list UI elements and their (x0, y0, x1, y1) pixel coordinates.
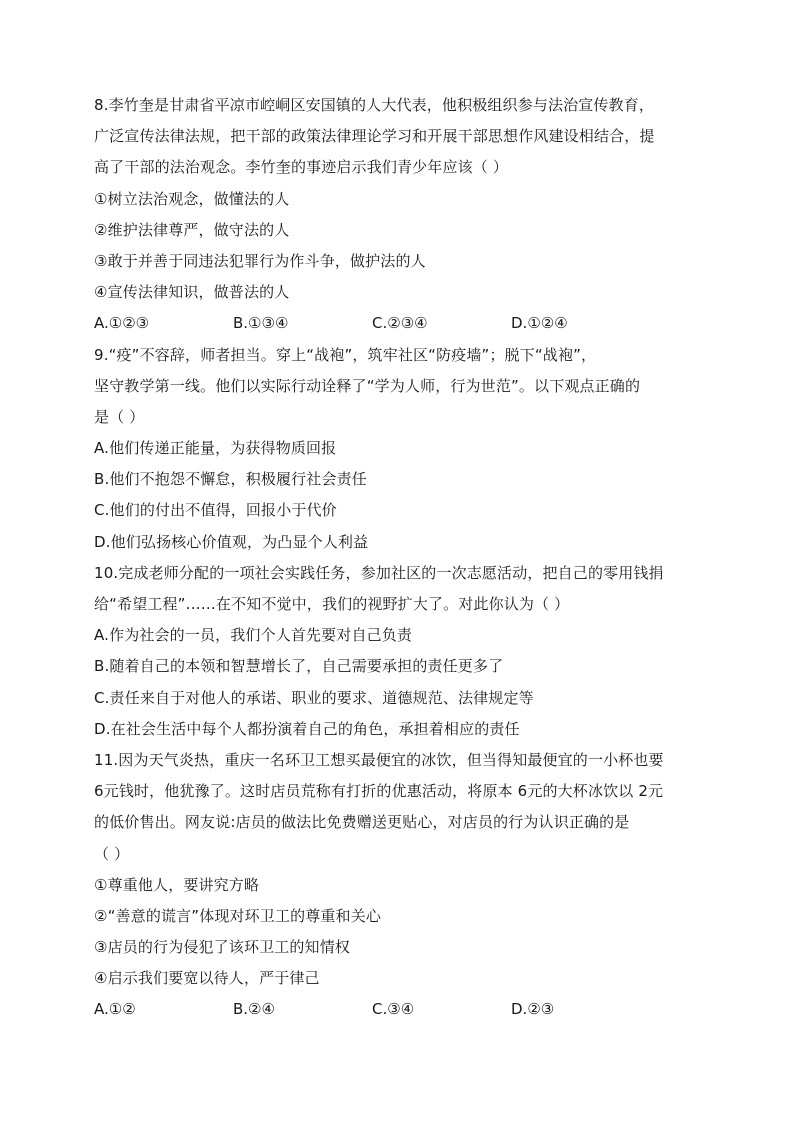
question-8-options (94, 308, 704, 339)
exam-page (94, 90, 704, 1026)
question-11-option-d: D.②③ (511, 1000, 555, 1019)
question-11-stem-line-1: 11.因为天气炎热，重庆一名环卫工想买最便宜的冰饮，但当得知最便宜的一小杯也要 (94, 750, 664, 769)
question-10-option-c: C.责任来自于对他人的承诺、职业的要求、道德规范、法律规定等 (94, 688, 534, 707)
question-8-option-b: B.①③④ (233, 314, 289, 333)
question-10-option-d: D.在社会生活中每个人都扮演着自己的角色，承担着相应的责任 (94, 719, 520, 738)
question-10-option-a: A.作为社会的一员，我们个人首先要对自己负责 (94, 626, 413, 645)
question-8-stem-line-3: 高了干部的法治观念。李竹奎的事迹启示我们青少年应该（ ） (94, 158, 508, 177)
question-11-stem-line-4: （ ） (94, 844, 130, 863)
question-9-option-a: A.他们传递正能量，为获得物质回报 (94, 439, 337, 458)
question-11-statement-3: ③店员的行为侵犯了该环卫工的知情权 (94, 938, 350, 957)
question-11-option-b: B.②④ (233, 1000, 275, 1019)
question-8-statement-3: ③敢于并善于同违法犯罪行为作斗争，做护法的人 (94, 251, 426, 270)
question-10-stem-line-2: 给“希望工程”……在不知不觉中，我们的视野扩大了。对此你认为（ ） (94, 595, 570, 613)
question-9-stem-line-1: 9.“疫”不容辞，师者担当。穿上“战袍”，筑牢社区“防疫墙”；脱下“战袍”， (94, 345, 597, 364)
question-10-stem-line-1: 10.完成老师分配的一项社会实践任务，参加社区的一次志愿活动，把自己的零用钱捐 (94, 563, 664, 582)
question-9-option-d: D.他们弘扬核心价值观，为凸显个人利益 (94, 532, 369, 551)
question-11-option-a: A.①② (94, 1000, 136, 1019)
question-8-statement-4: ④宣传法律知识，做普法的人 (94, 283, 290, 302)
question-8-stem-line-2: 广泛宣传法律法规，把干部的政策法律理论学习和开展干部思想作风建设相结合，提 (94, 127, 655, 146)
question-11-options (94, 994, 704, 1025)
question-8-statement-2: ②维护法律尊严，做守法的人 (94, 220, 290, 239)
question-10-option-b: B.随着自己的本领和智慧增长了，自己需要承担的责任更多了 (94, 657, 504, 676)
question-9-option-c: C.他们的付出不值得，回报小于代价 (94, 501, 337, 520)
question-8-statement-1: ①树立法治观念，做懂法的人 (94, 189, 290, 208)
question-8-option-d: D.①②④ (511, 314, 568, 333)
question-9-option-b: B.他们不抱怨不懈怠，积极履行社会责任 (94, 470, 367, 489)
question-9 (94, 340, 704, 558)
question-8 (94, 90, 704, 340)
question-9-stem-line-2: 坚守教学第一线。他们以实际行动诠释了“学为人师，行为世范”。以下观点正确的 (94, 376, 641, 395)
question-10 (94, 558, 704, 745)
question-11 (94, 745, 704, 1026)
question-11-stem-line-3: 的低价售出。网友说:店员的做法比免费赠送更贴心，对店员的行为认识正确的是 (94, 813, 630, 832)
question-11-statement-1: ①尊重他人，要讲究方略 (94, 875, 260, 894)
question-8-option-a: A.①②③ (94, 314, 150, 333)
question-11-statement-4: ④启示我们要宽以待人，严于律己 (94, 969, 320, 988)
question-11-option-c: C.③④ (372, 1000, 415, 1019)
question-8-option-c: C.②③④ (372, 314, 428, 333)
question-11-statement-2: ②“善意的谎言”体现对环卫工的尊重和关心 (94, 906, 381, 925)
question-9-stem-line-3: 是（ ） (94, 407, 145, 426)
question-11-stem-line-2: 6元钱时，他犹豫了。这时店员荒称有打折的优惠活动，将原本 6元的大杯冰饮以 2元 (94, 782, 664, 801)
question-8-stem-line-1: 8.李竹奎是甘肃省平凉市崆峒区安国镇的人大代表，他积极组织参与法治宣传教育， (94, 96, 655, 114)
